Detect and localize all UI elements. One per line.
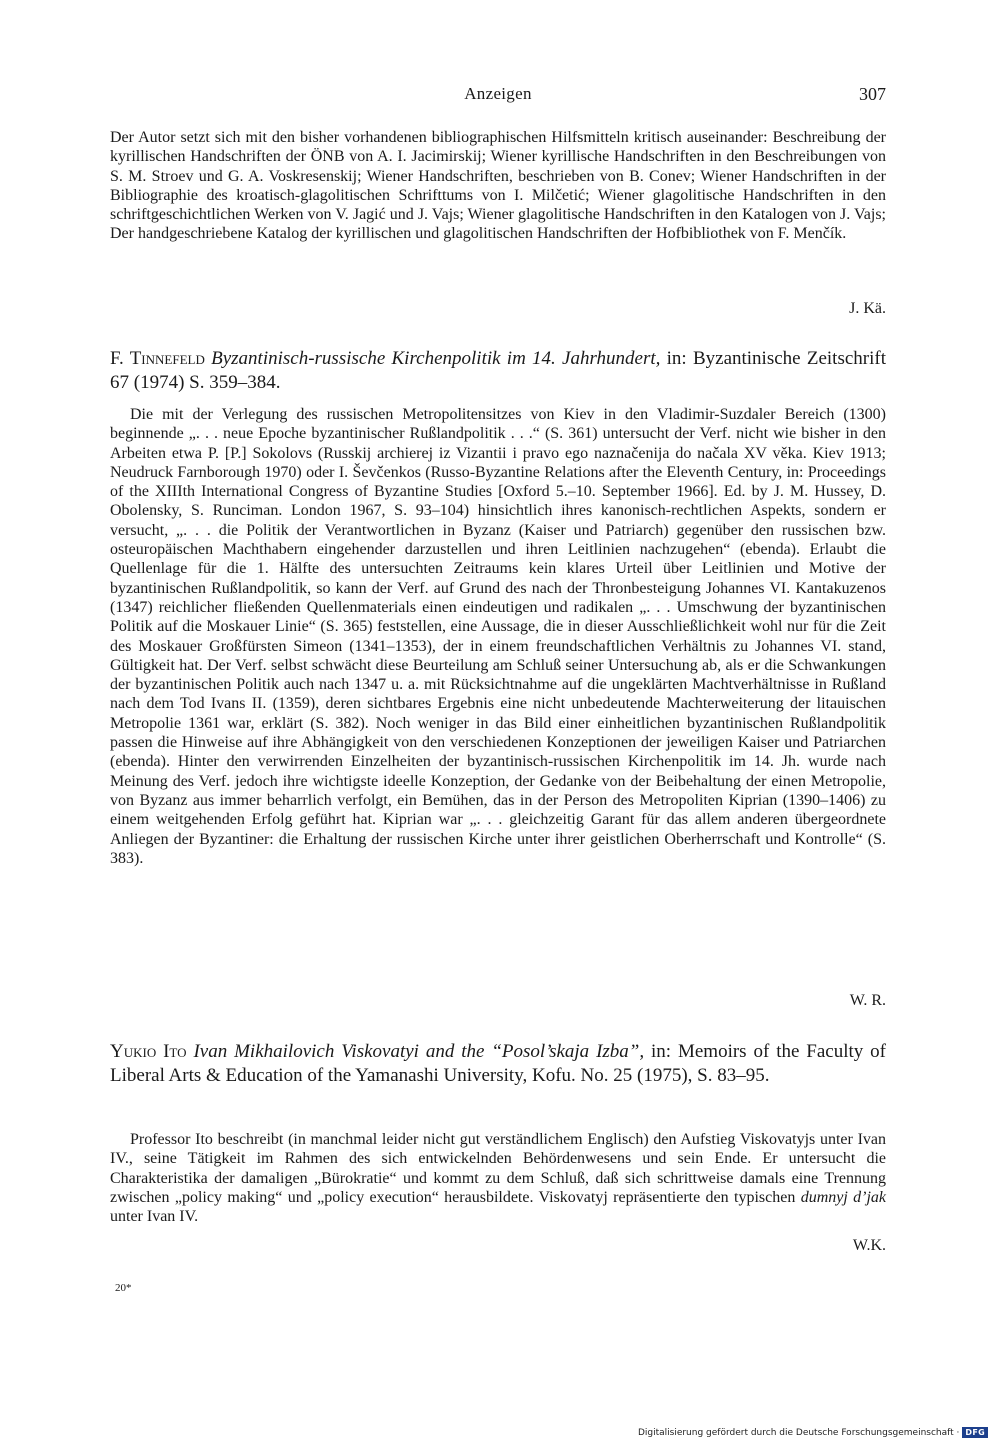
entry-source: in: Byzantinische Zeitschrift 67 (1974) S. 359–384. [110,348,886,393]
previous-entry-paragraph: Der Autor setzt sich mit den bisher vorhandenen bibliographischen Hilfsmitteln kritisch auseinander: Beschreibung der kyrillischen Handschriften der ÖNB von A. I. Jacimirskij; Wiener kyrillische Handschriften in den Beschreibungen von S. M. Stroev und G. A. Voskresenskij; Wiener Handschriften, beschrieben von B. Conev; Wiener Handschriften in der Bibliographie des kroatisch-glagolitischen Schrifttums von I. Milčetić; Wiener glagolitische Handschriften in den schriftgeschichtlichen Werken von V. Jagić und J. Vajs; Wiener glagolitische Handschriften in den Katalogen von J. Vajs; Der handgeschriebene Katalog der kyrillischen und glagolitischen Handschriften der Hofbibliothek von F. Menčík. [110,129,886,243]
entry-body-ito [110,1130,886,1226]
entry-body-paragraph: Die mit der Verlegung des russischen Metropolitensitzes von Kiev in den Vladimir-Suzdaler Bereich (1300) beginnende „. . . neue Epoche byzantinischer Rußlandpolitik . . .“ (S. 361) untersucht der Verf. nicht wie bisher in den Arbeiten etwa P. [P.] Sokolovs (Russkij archierej iz Vizantii i pravo ego naznačenija do načala XV věka. Kiev 1913; Neudruck Farnborough 1970) oder I. Ševčenkos (Russo-Byzantine Relations after the Eleventh Century, in: Proceedings of the XIIIth International Congress of Byzantine Studies [Oxford 5.–10. September 1966]. Ed. by J. M. Hussey, D. Obolensky, S. Runciman. London 1967, S. 93–104) hinsichtlich ihres kanonisch-rechtlichen Aspekts, sondern er versucht, „. . . die Politik der Verantwortlichen in Byzanz (Kaiser und Patriarch) gegenüber den russischen bzw. osteuropäischen Machthabern eingehender darzustellen und ihren Leitlinien nachzugehen“ (ebenda). Erlaubt die Quellenlage für die 1. Hälfte des untersuchten Zeitraums kein klares Urteil über Leitlinien und Motive der byzantinischen Rußlandpolitik, so kann der Verf. auf Grund des nach der Thronbesteigung Johannes VI. Kantakuzenos (1347) reichlicher fließenden Quellenmaterials einen eindeutigen und radikalen „. . . Umschwung der byzantinischen Politik auf die Moskauer Linie“ (S. 365) feststellen, eine Aussage, die in dieser Ausschließlichkeit wohl nur für die Zeit des Moskauer Großfürsten Simeon (1341–1353), der in einem freundschaftlichen Verhältnis zu Johannes VI. stand, Gültigkeit hat. Der Verf. selbst schwächt diese Beurteilung am Schluß seiner Untersuchung ab, als er die Schwankungen der byzantinischen Politik auch nach 1347 u. a. mit Rücksichtnahme auf die ungeklärten Machtverhältnisse in Rußland nach dem Tod Ivans II. (1359), deren sichtbares Ergebnis eine nicht unbedeutende Machterweiterung der litauischen Metropolie 1361 war, erklärt (S. 382). Noch weniger in das Bild einer einheitlichen byzantinischen Rußlandpolitik passen die Hinweise auf ihre Abhängigkeit von den verschiedenen Konzeptionen der jeweiligen Kaiser und Patriarchen (ebenda). Hinter den verwirrenden Einzelheiten der byzantinisch-russischen Kirchenpolitik im 14. Jh. wurde nach Meinung des Verf. jedoch ihre wichtigste ideelle Konzeption, der Gedanke von der Beibehaltung der einen Metropolie, von Byzanz aus immer beharrlich verfolgt, ein Bemühen, das in der Person des Metropoliten Kiprian (1390–1406) zu einem weitgehenden Erfolg geführt hat. Kiprian war „. . . gleichzeitig Garant für das allem anderen übergeordnete Anliegen der Byzantiner: die Erhaltung der russischen Kirche unter ihrer geistlichen Oberherrschaft und Kontrolle“ (S. 383). [110,406,886,867]
entry-signature-ito: W.K. [852,1237,886,1254]
entry-heading-ito [110,1040,886,1088]
entry-body-text-end: unter Ivan IV. [110,1208,199,1226]
previous-entry-signature: J. Kä. [849,300,886,317]
entry-heading-tinnefeld [110,347,886,395]
page-number: 307 [859,84,886,104]
entry-body-tinnefeld [110,405,886,868]
signature-mark: 20* [115,1282,132,1294]
entry-body-italic-term: dumnyj d’jak [800,1188,887,1206]
entry-title: Byzantinisch-russische Kirchenpolitik im 14. Jahrhundert, [211,348,661,369]
entry-author: F. Tinnefeld [110,348,205,369]
entry-source: in: Memoirs of the Faculty of Liberal Arts & Education of the Yamanashi University, Kofu. No. 25 (1975), S. 83–95. [110,1041,887,1086]
entry-author: Yukio Ito [110,1041,187,1062]
entry-body-paragraph [110,1130,886,1226]
dfg-logo-icon: DFG [962,1427,988,1438]
digitization-footer [638,1427,988,1438]
running-head [110,84,886,108]
entry-body-text: Professor Ito beschreibt (in manchmal leider nicht gut verständlichem Englisch) den Aufstieg Viskovatyjs unter Ivan IV., seine Tätigkeit im Rahmen des sich entwickelnden Behördenwesens und sein Ende. Er untersucht die Charakteristika der damaligen „Bürokratie“ und kommt zu dem Schluß, daß sich schrittweise damals eine Trennung zwischen „policy making“ und „policy execution“ herausbildete. Viskovatyj repräsentierte den typischen [110,1131,886,1206]
entry-signature-tinnefeld: W. R. [849,992,886,1009]
entry-title: Ivan Mikhailovich Viskovatyi and the “Posol’skaja Izba”, [193,1041,645,1062]
previous-entry-text [110,128,886,244]
running-title: Anzeigen [464,84,532,103]
footer-text: Digitalisierung gefördert durch die Deutsche Forschungsgemeinschaft · [637,1427,960,1438]
